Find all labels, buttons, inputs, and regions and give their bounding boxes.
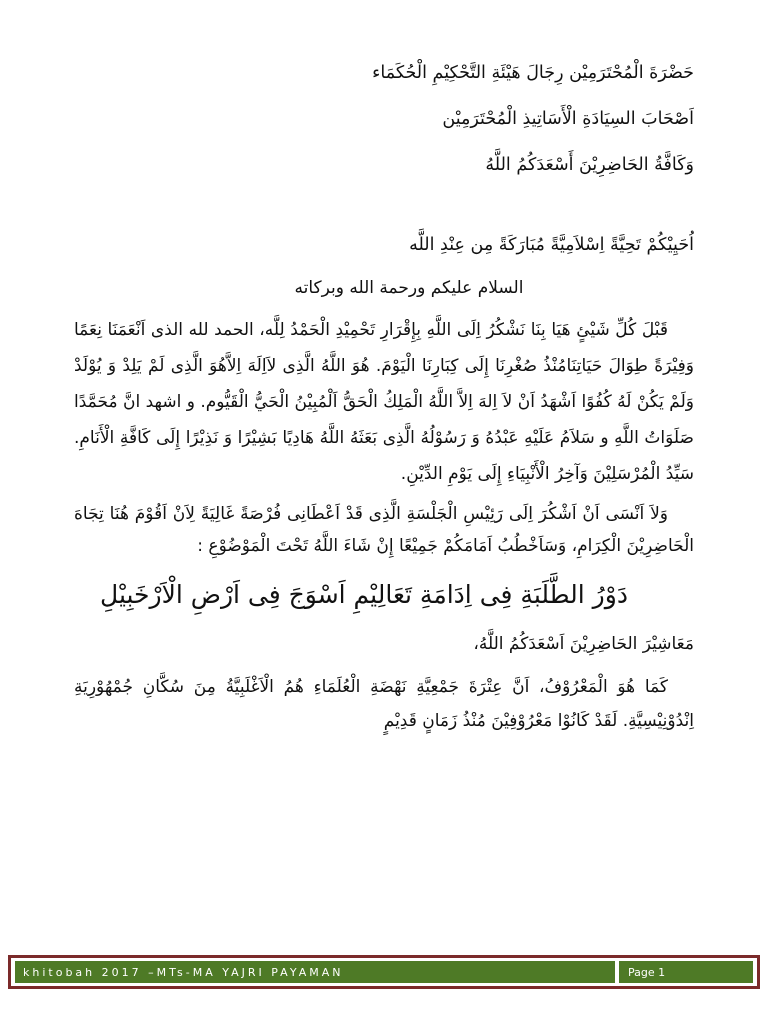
greeting-line: اُحَيِيْكُمْ تَحِيَّةً اِسْلاَمِيَّةً مُبَارَكَةً مِن عِنْدِ اللَّه [409,235,694,255]
salam-line: السلام عليكم ورحمة الله وبركاته [294,278,524,298]
opening-paragraph: قَبْلَ كُلِّ شَيْئٍ هَيَا بِنَا نَشْكُرُ اِلَى اللَّهِ بِإِقْرَارِ تَحْمِيْدِ الْحَمْدُ لِلَّه، الحمد لله الذى اَنْعَمَنَا نِعَمًا وَفِيْرَةً طِوَالَ حَيَاتِنَامُنْذُ صُغْرِنَا إِلَى كِبَارِنَا الْيَوْمَ. هُوَ اللَّهُ الَّذِى لاَاِلَهَ اِلاَّهُوَ الَّذِى لَمْ يَلِدْ وَ يُوْلَدْ وَلَمْ يَكُنْ لَهُ كُفُوًا اَشْهَدُ اَنْ لاَ اِلهَ اِلاَّ اللَّهُ الْمَلِكُ الْحَقُّ اَلْمُبِيْنُ الْحَيُّ الْقَيُّوم. و اشهد انَّ مُحَمَّدًا صَلَوَاتُ اللَّهِ و سَلاَمُ عَلَيْهِ عَبْدُهُ وَ رَسُوْلُهُ الَّذِى بَعَثَهُ اللَّهُ هَادِيًا بَشِيْرًا وَ نَذِيْرًا إِلَى كَافَّةِ الْأَنَامِ. سَيِّدُ الْمُرْسَلِيْنَ وَآخِرُ الْأَنْبِيَاءِ إِلَى يَوْمِ الدِّيْنِ. [74,320,694,484]
body-paragraph: كَمَا هُوَ الْمَعْرُوْفُ، اَنَّ عِتْرَةَ جَمْعِيَّةِ نَهْضَةِ الْعُلَمَاءِ هُمُ الْاَغْلَبِيَّةُ مِنَ سُكَّانِ جُمْهُوْرِيَةِ اِنْدُوْنِيْسِيَّةِ. لَقَدْ كَانُوْا مَعْرُوْفِيْنَ مُنْذُ زَمَانٍ قَدِيْمٍ [74,677,694,731]
footer-title: khitobah 2017 –MTs-MA YAJRI PAYAMAN [15,961,615,983]
document-body [74,50,694,755]
spacer [74,188,694,222]
audience-address: مَعَاشِيْرَ الحَاضِرِيْنَ اَسْعَدَكُمُ اللَّهُ، [473,634,694,654]
salutation-line-2: اَصْحَابَ السِيَادَةِ الْأَسَاتِيذِ الْمُحْتَرَمِيْن [442,109,694,129]
thanks-paragraph: وَلاَ اَنْسَى اَنْ اَشْكُرَ اِلَى رَئِيْسِ الْجَلْسَةِ الَّذِى قَدْ اَعْطَانِى فُرْصَةً غَالِيَةً لِاَنْ اَقُوْمَ هُنَا تِجَاهَ الْحَاضِرِيْنَ الْكِرَامِ، وَسَاَخْطُبُ اَمَامَكُمْ جَمِيْعًا إِنْ شَاءَ اللَّهُ تَحْتَ الْمَوْضُوْعِ : [74,504,694,556]
page-number: Page 1 [619,961,753,983]
salutation-line-1: حَضْرَةَ الْمُحْتَرَمِيْن رِجَالَ هَيْئَةِ التَّحْكِيْمِ الْحُكَمَاء [372,63,694,83]
page-footer [8,955,760,989]
speech-title: دَوْرُ الطَّلَبَةِ فِى اِدَامَةِ تَعَالِيْمِ اَسْوَجَ فِى اَرْضِ الْاَرْخَبِيْلِ [100,580,628,609]
salutation-line-3: وَكَافَّةُ الحَاضِرِيْنَ أَسْعَدَكُمُ اللَّهُ [485,155,694,175]
